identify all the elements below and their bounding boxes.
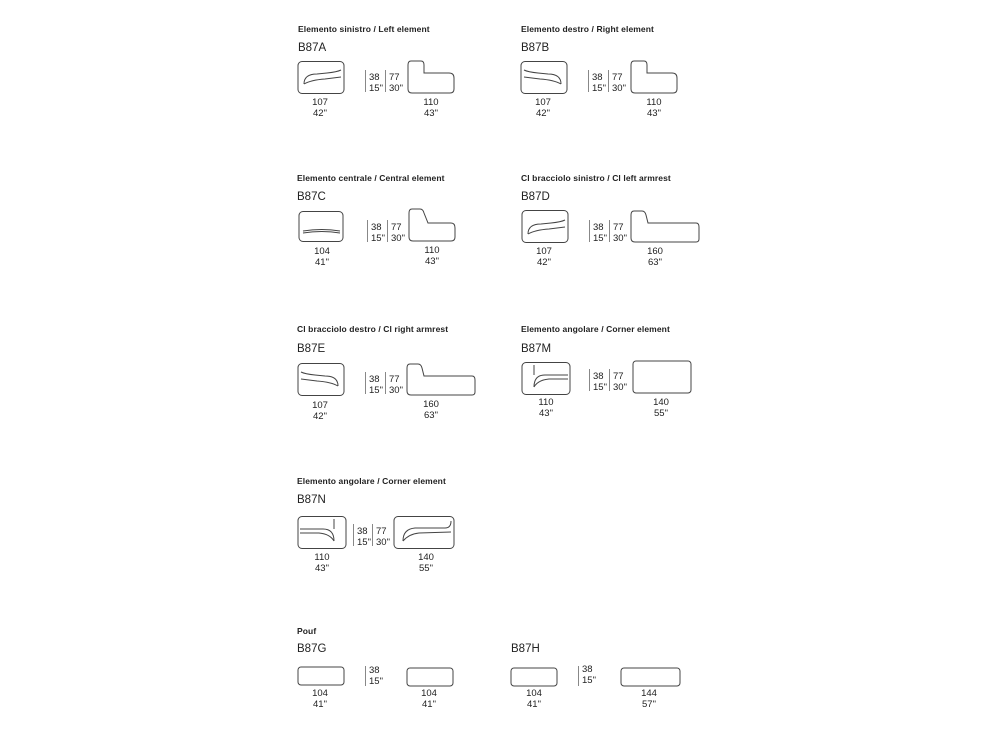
model-code-b87d: B87D xyxy=(521,191,550,203)
back-height-label-b87n: 77 30" xyxy=(376,526,390,548)
side-depth-label-b87b: 110 43" xyxy=(646,97,662,119)
side-depth-label-b87c: 110 43" xyxy=(424,245,440,267)
front-view-drawing-b87c xyxy=(298,210,346,244)
side-view-drawing-b87h xyxy=(620,667,683,689)
seat-height-label-b87h: 38 15" xyxy=(582,664,596,686)
height-tick xyxy=(387,220,388,242)
model-code-b87b: B87B xyxy=(521,42,550,54)
back-height-label-b87e: 77 30" xyxy=(389,374,403,396)
section-heading-b87b: Elemento destro / Right element xyxy=(521,24,654,34)
seat-height-label-b87e: 38 15" xyxy=(369,374,383,396)
front-width-label-b87a: 107 42" xyxy=(312,97,328,119)
height-tick xyxy=(365,666,366,686)
side-view-drawing-b87c xyxy=(408,207,458,245)
model-code-b87c: B87C xyxy=(297,191,326,203)
front-width-label-b87n: 110 43" xyxy=(314,552,330,574)
seat-height-label-b87c: 38 15" xyxy=(371,222,385,244)
height-tick xyxy=(588,70,589,92)
section-heading-b87c: Elemento centrale / Central element xyxy=(297,173,445,183)
front-width-label-b87b: 107 42" xyxy=(535,97,551,119)
section-heading-b87d: Cl bracciolo sinistro / Cl left armrest xyxy=(521,173,671,183)
side-depth-label-b87d: 160 63" xyxy=(647,246,663,268)
front-width-label-b87c: 104 41" xyxy=(314,246,330,268)
height-tick xyxy=(365,372,366,394)
seat-height-label-b87a: 38 15" xyxy=(369,72,383,94)
front-view-drawing-b87g xyxy=(297,666,347,688)
front-width-label-b87m: 110 43" xyxy=(538,397,554,419)
height-tick xyxy=(589,220,590,242)
model-code-b87a: B87A xyxy=(298,42,327,54)
side-depth-label-b87h: 144 57" xyxy=(641,688,657,710)
back-height-label-b87d: 77 30" xyxy=(613,222,627,244)
front-view-drawing-b87b xyxy=(520,60,570,96)
model-code-b87g: B87G xyxy=(297,643,327,655)
back-height-label-b87c: 77 30" xyxy=(391,222,405,244)
front-width-label-b87d: 107 42" xyxy=(536,246,552,268)
model-code-b87e: B87E xyxy=(297,343,326,355)
height-tick xyxy=(608,70,609,92)
front-width-label-b87g: 104 41" xyxy=(312,688,328,710)
front-view-drawing-b87h xyxy=(510,667,560,689)
height-tick xyxy=(589,369,590,391)
height-tick xyxy=(372,524,373,546)
side-view-drawing-b87e xyxy=(406,362,478,398)
front-view-drawing-b87d xyxy=(521,209,571,245)
height-tick xyxy=(609,369,610,391)
side-depth-label-b87m: 140 55" xyxy=(653,397,669,419)
height-tick xyxy=(385,70,386,92)
height-tick xyxy=(365,70,366,92)
side-depth-label-b87n: 140 55" xyxy=(418,552,434,574)
seat-height-label-b87d: 38 15" xyxy=(593,222,607,244)
side-view-drawing-b87d xyxy=(630,209,702,245)
model-code-b87h: B87H xyxy=(511,643,540,655)
back-height-label-b87m: 77 30" xyxy=(613,371,627,393)
seat-height-label-b87m: 38 15" xyxy=(593,371,607,393)
seat-height-label-b87n: 38 15" xyxy=(357,526,371,548)
front-view-drawing-b87n xyxy=(297,515,349,551)
side-view-drawing-b87a xyxy=(407,59,457,97)
back-height-label-b87a: 77 30" xyxy=(389,72,403,94)
section-heading-b87n: Elemento angolare / Corner element xyxy=(297,476,446,486)
front-view-drawing-b87a xyxy=(297,60,347,96)
seat-height-label-b87b: 38 15" xyxy=(592,72,606,94)
back-height-label-b87b: 77 30" xyxy=(612,72,626,94)
front-width-label-b87h: 104 41" xyxy=(526,688,542,710)
side-view-drawing-b87m xyxy=(632,360,694,396)
height-tick xyxy=(353,524,354,546)
pouf-heading: Pouf xyxy=(297,626,317,636)
side-depth-label-b87g: 104 41" xyxy=(421,688,437,710)
section-heading-b87a: Elemento sinistro / Left element xyxy=(298,24,430,34)
side-depth-label-b87e: 160 63" xyxy=(423,399,439,421)
height-tick xyxy=(609,220,610,242)
height-tick xyxy=(578,666,579,686)
model-code-b87n: B87N xyxy=(297,494,326,506)
height-tick xyxy=(385,372,386,394)
model-code-b87m: B87M xyxy=(521,343,552,355)
section-heading-b87m: Elemento angolare / Corner element xyxy=(521,324,670,334)
side-view-drawing-b87g xyxy=(406,667,456,689)
side-view-drawing-b87b xyxy=(630,59,680,97)
front-view-drawing-b87m xyxy=(521,361,573,397)
section-heading-b87e: Cl bracciolo destro / Cl right armrest xyxy=(297,324,449,334)
front-view-drawing-b87e xyxy=(297,362,347,398)
seat-height-label-b87g: 38 15" xyxy=(369,665,383,687)
side-depth-label-b87a: 110 43" xyxy=(423,97,439,119)
front-width-label-b87e: 107 42" xyxy=(312,400,328,422)
side-view-drawing-b87n xyxy=(393,515,457,551)
height-tick xyxy=(367,220,368,242)
